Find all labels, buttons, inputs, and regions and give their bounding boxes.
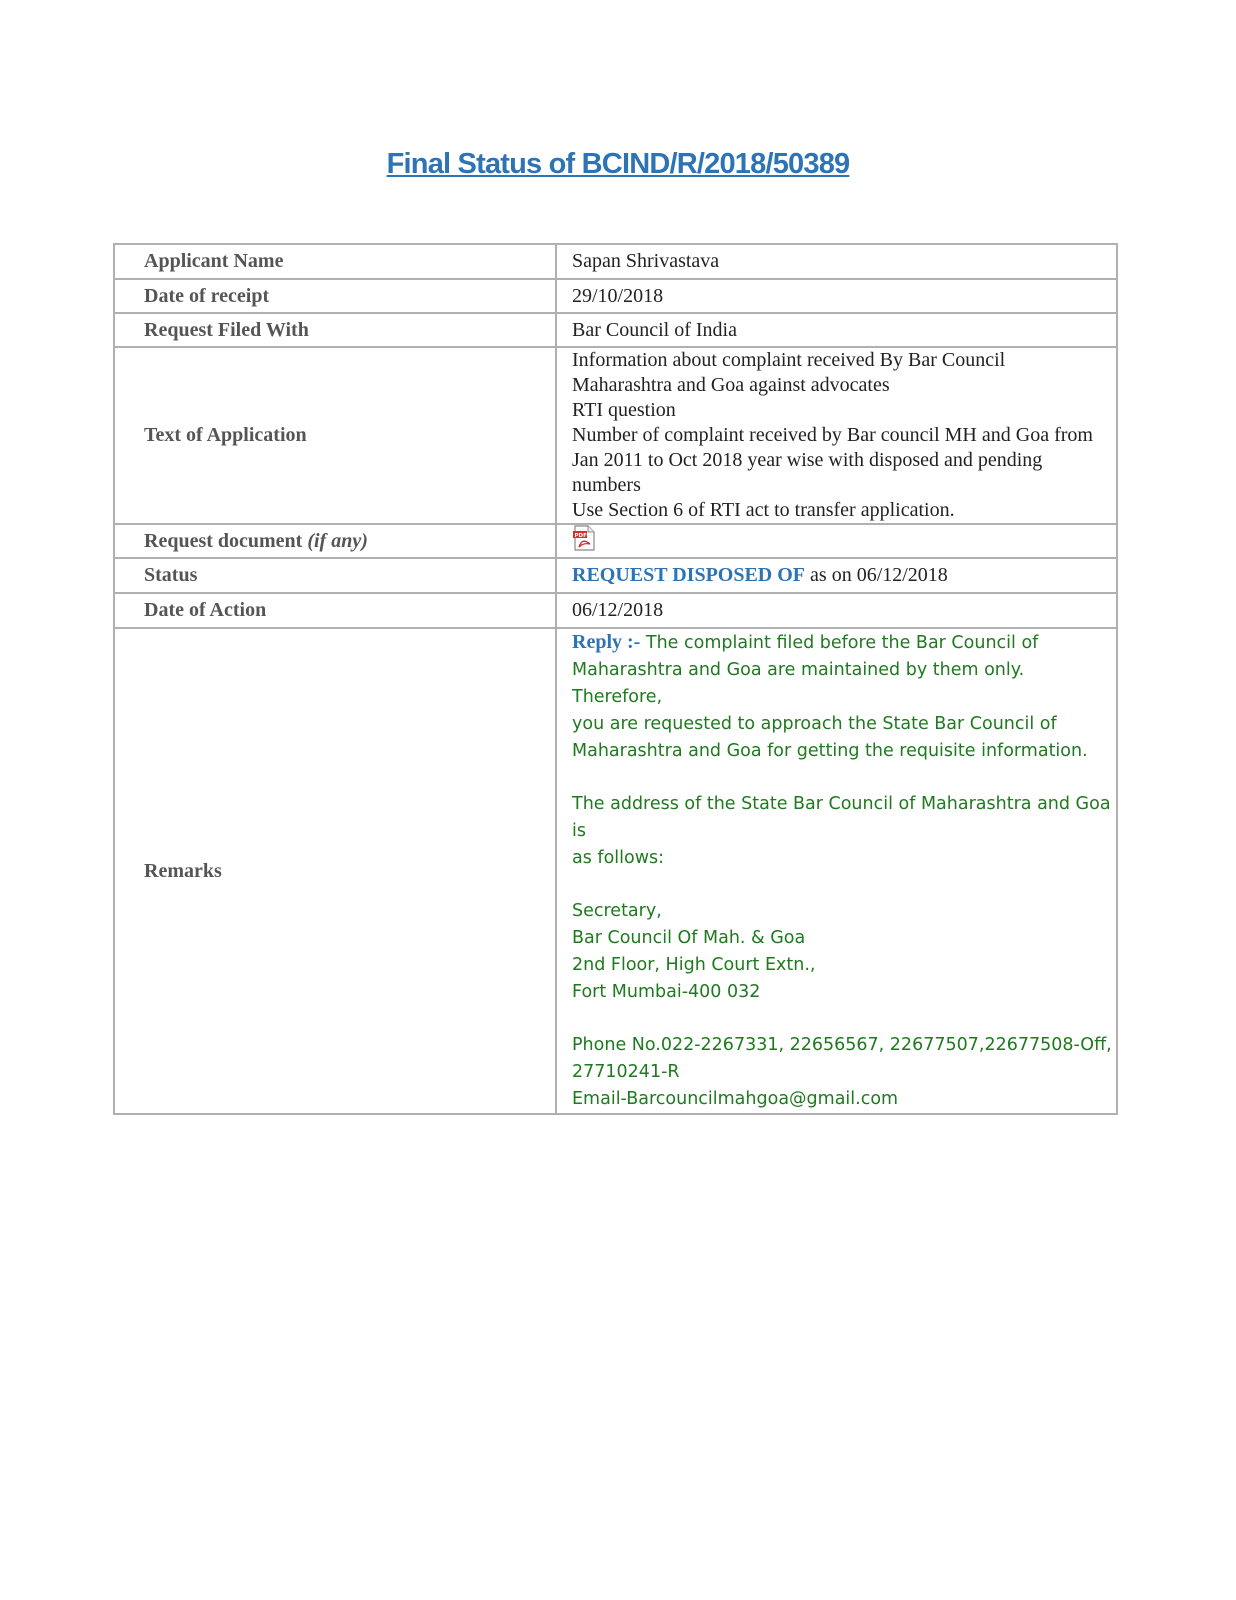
request-filed-with-label: Request Filed With — [114, 313, 556, 347]
reply-line: you are requested to approach the State Bar Council of — [572, 714, 1057, 734]
date-of-action-value: 06/12/2018 — [556, 593, 1117, 628]
reply-block — [572, 629, 1116, 1113]
address-intro-line: as follows: — [572, 848, 665, 868]
row-request-document — [114, 524, 1117, 558]
applicant-name-label: Applicant Name — [114, 244, 556, 279]
svg-text:PDF: PDF — [574, 533, 587, 539]
reply-text: The complaint filed before the Bar Council of — [640, 633, 1039, 653]
remarks-label: Remarks — [114, 628, 556, 1114]
address-intro-line: The address of the State Bar Council of Maharashtra and Goa is — [572, 794, 1111, 841]
address-line: Secretary, — [572, 901, 662, 921]
applicant-name-value: Sapan Shrivastava — [556, 244, 1117, 279]
address-line: Bar Council Of Mah. & Goa — [572, 928, 806, 948]
application-line: Maharashtra and Goa against advocates — [572, 374, 890, 396]
contact-line: Phone No.022-2267331, 22656567, 22677507,22677508-Off, — [572, 1035, 1112, 1055]
address-line: Fort Mumbai-400 032 — [572, 982, 761, 1002]
request-document-label-text: Request document — [144, 529, 308, 552]
status-value — [556, 558, 1117, 593]
contact-email[interactable]: Email-Barcouncilmahgoa@gmail.com — [572, 1089, 899, 1109]
row-date-of-receipt — [114, 279, 1117, 313]
date-of-receipt-value: 29/10/2018 — [556, 279, 1117, 313]
status-date: as on 06/12/2018 — [805, 564, 948, 586]
application-line: Number of complaint received by Bar council MH and Goa from — [572, 424, 1093, 446]
application-line: Use Section 6 of RTI act to transfer application. — [572, 499, 955, 521]
status-badge: REQUEST DISPOSED OF — [572, 564, 806, 586]
request-document-value — [556, 524, 1117, 558]
row-status — [114, 558, 1117, 593]
reply-label: Reply :- — [572, 631, 641, 653]
application-line: RTI question — [572, 399, 676, 421]
remarks-value — [556, 628, 1117, 1114]
row-text-of-application — [114, 347, 1117, 524]
application-line: Jan 2011 to Oct 2018 year wise with disposed and pending — [572, 449, 1043, 471]
pdf-icon[interactable] — [572, 525, 596, 557]
address-line: 2nd Floor, High Court Extn., — [572, 955, 816, 975]
date-of-receipt-label: Date of receipt — [114, 279, 556, 313]
request-document-label-italic: (if any) — [307, 529, 368, 552]
reply-line: Maharashtra and Goa for getting the requisite information. — [572, 741, 1088, 761]
row-applicant-name — [114, 244, 1117, 279]
application-line: Information about complaint received By Bar Council — [572, 349, 1006, 371]
status-label: Status — [114, 558, 556, 593]
contact-line: 27710241-R — [572, 1062, 680, 1082]
reply-line — [572, 629, 1116, 657]
row-remarks — [114, 628, 1117, 1114]
text-of-application-value — [556, 347, 1117, 524]
reply-line: Maharashtra and Goa are maintained by them only. Therefore, — [572, 660, 1025, 707]
row-request-filed-with — [114, 313, 1117, 347]
application-line: numbers — [572, 474, 641, 496]
date-of-action-label: Date of Action — [114, 593, 556, 628]
page-title: Final Status of BCIND/R/2018/50389 — [386, 148, 850, 180]
request-document-label — [114, 524, 556, 558]
text-of-application-label: Text of Application — [114, 347, 556, 524]
request-filed-with-value: Bar Council of India — [556, 313, 1117, 347]
status-table — [113, 243, 1118, 1115]
row-date-of-action — [114, 593, 1117, 628]
